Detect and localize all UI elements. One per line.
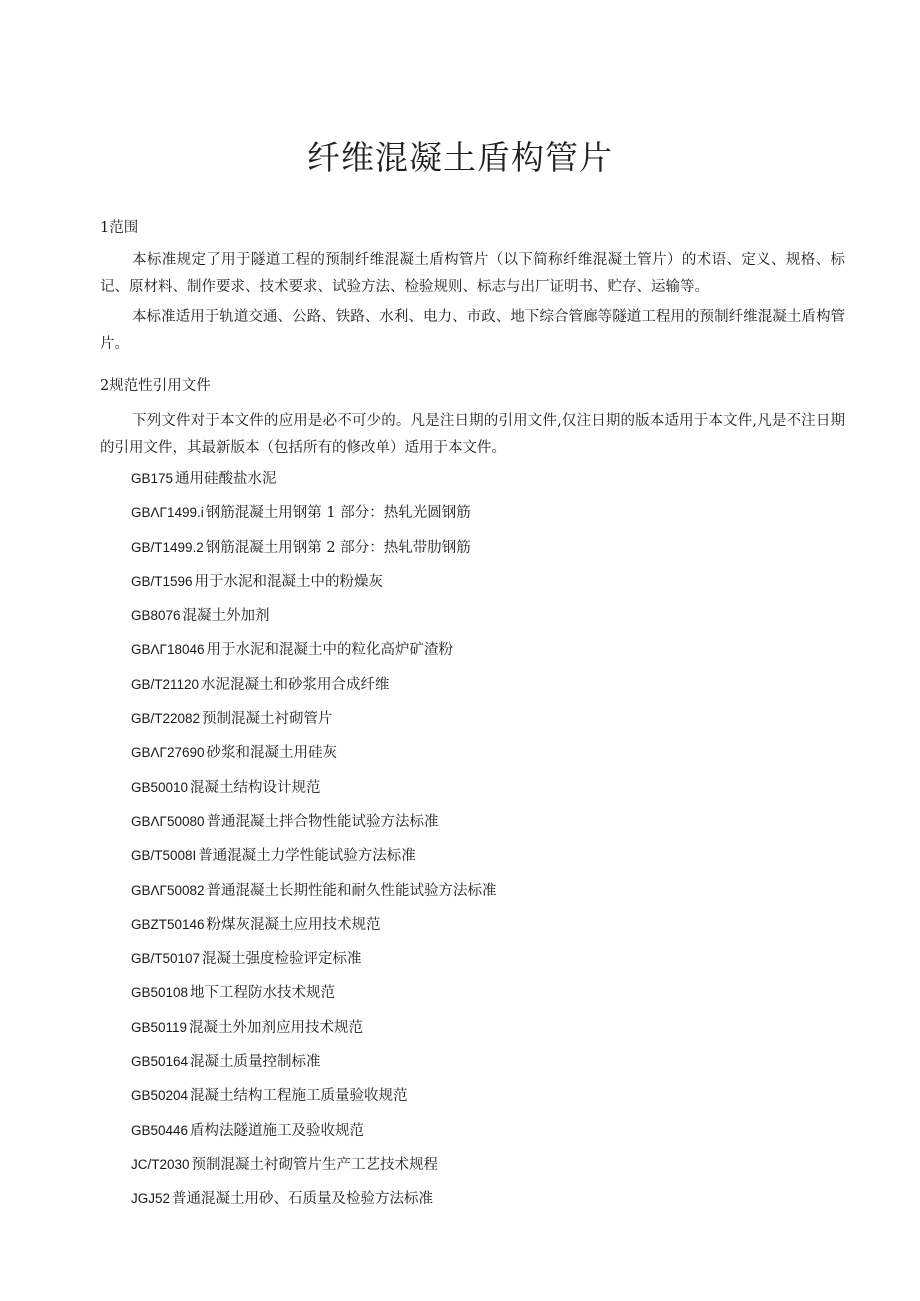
reference-code: GB/T21120 bbox=[131, 676, 200, 692]
section-heading-normative-references: 2规范性引用文件 bbox=[100, 378, 211, 394]
list-item bbox=[131, 911, 497, 945]
reference-title: 钢筋混凝土用钢第 1 部分：热轧光圆钢筋 bbox=[205, 505, 471, 522]
reference-title: 普通混凝土长期性能和耐久性能试验方法标准 bbox=[206, 882, 497, 899]
list-item bbox=[131, 1117, 497, 1151]
list-item bbox=[131, 877, 497, 911]
reference-title: 普通混凝土拌合物性能试验方法标准 bbox=[206, 813, 439, 830]
section-heading-scope: 1范围 bbox=[100, 220, 139, 236]
reference-code: GBΛΓ18046 bbox=[131, 642, 205, 658]
reference-code: GBZT50146 bbox=[131, 916, 205, 932]
reference-code: GB50446 bbox=[131, 1122, 189, 1138]
list-item bbox=[131, 1082, 497, 1116]
reference-code: GB8076 bbox=[131, 608, 181, 624]
list-item bbox=[131, 671, 497, 705]
list-item bbox=[131, 842, 497, 876]
list-item bbox=[131, 1185, 497, 1219]
reference-title: 预制混凝土衬砌管片 bbox=[202, 711, 333, 728]
list-item bbox=[131, 465, 497, 499]
reference-title: 混凝土结构工程施工质量验收规范 bbox=[190, 1088, 408, 1105]
list-item bbox=[131, 602, 497, 636]
reference-title: 钢筋混凝土用钢第 2 部分：热轧带肋钢筋 bbox=[205, 539, 471, 556]
list-item bbox=[131, 945, 497, 979]
reference-code: GBΛΓ50080 bbox=[131, 813, 205, 829]
list-item bbox=[131, 1048, 497, 1082]
reference-code: GBΛΓ27690 bbox=[131, 745, 205, 761]
list-item bbox=[131, 534, 497, 568]
reference-title: 水泥混凝土和砂浆用合成纤维 bbox=[201, 676, 390, 693]
reference-code: GB50119 bbox=[131, 1019, 188, 1035]
list-item bbox=[131, 808, 497, 842]
reference-title: 用于水泥和混凝土中的粒化高炉矿渣粉 bbox=[206, 642, 453, 659]
reference-code: GB50204 bbox=[131, 1088, 189, 1104]
reference-title: 混凝土外加剂 bbox=[182, 608, 270, 625]
list-item bbox=[131, 499, 497, 533]
reference-title: 盾构法隧道施工及验收规范 bbox=[190, 1122, 365, 1139]
reference-code: GB/T50107 bbox=[131, 951, 201, 967]
list-item bbox=[131, 705, 497, 739]
reference-code: GBΛΓ1499.i bbox=[131, 505, 204, 521]
reference-code: GB/T1596 bbox=[131, 573, 193, 589]
list-item bbox=[131, 1151, 497, 1185]
reference-code: JC/T2030 bbox=[131, 1156, 190, 1172]
reference-code: GB50108 bbox=[131, 985, 189, 1001]
reference-title: 混凝土质量控制标准 bbox=[190, 1054, 321, 1071]
reference-title: 普通混凝土力学性能试验方法标准 bbox=[198, 848, 416, 865]
reference-title: 混凝土结构设计规范 bbox=[190, 779, 321, 796]
reference-code: JGJ52 bbox=[131, 1191, 171, 1207]
list-item bbox=[131, 739, 497, 773]
reference-title: 用于水泥和混凝土中的粉燥灰 bbox=[194, 573, 384, 590]
references-intro-paragraph: 下列文件对于本文件的应用是必不可少的。凡是注日期的引用文件,仅注日期的版本适用于本文件,凡是不注日期的引用文件，其最新版本（包括所有的修改单）适用于本文件。 bbox=[100, 413, 845, 456]
reference-code: GB/T1499.2 bbox=[131, 539, 204, 555]
reference-code: GB175 bbox=[131, 471, 174, 486]
reference-title: 粉煤灰混凝土应用技术规范 bbox=[206, 916, 381, 933]
list-item bbox=[131, 774, 497, 808]
reference-title: 混凝土外加剂应用技术规范 bbox=[189, 1019, 364, 1036]
list-item bbox=[131, 636, 497, 670]
reference-title: 混凝土强度检验评定标准 bbox=[202, 951, 362, 968]
reference-code: GBΛΓ50082 bbox=[131, 882, 205, 898]
reference-title: 预制混凝土衬砌管片生产工艺技术规程 bbox=[191, 1156, 439, 1173]
reference-title: 普通混凝土用砂、石质量及检验方法标准 bbox=[172, 1191, 434, 1208]
reference-title: 砂浆和混凝土用硅灰 bbox=[206, 745, 337, 762]
reference-code: GB/T5008I bbox=[131, 848, 197, 864]
reference-code: GB50010 bbox=[131, 779, 189, 795]
scope-paragraph-1: 本标准规定了用于隧道工程的预制纤维混凝土盾构管片（以下简称纤维混凝土管片）的术语、定义、规格、标记、原材料、制作要求、技术要求、试验方法、检验规则、标志与出厂证明书、贮存、运输等。 bbox=[100, 252, 845, 295]
list-item bbox=[131, 979, 497, 1013]
page-title: 纤维混凝土盾构管片 bbox=[307, 138, 613, 177]
reference-title: 地下工程防水技术规范 bbox=[190, 985, 336, 1002]
reference-code: GB/T22082 bbox=[131, 711, 201, 727]
reference-code: GB50164 bbox=[131, 1054, 189, 1070]
reference-list bbox=[131, 465, 497, 1220]
scope-paragraph-2: 本标准适用于轨道交通、公路、铁路、水利、电力、市政、地下综合管廊等隧道工程用的预制纤维混凝土盾构管片。 bbox=[100, 309, 845, 352]
list-item bbox=[131, 1014, 497, 1048]
reference-title: 通用硅酸盐水泥 bbox=[175, 471, 277, 487]
list-item bbox=[131, 568, 497, 602]
